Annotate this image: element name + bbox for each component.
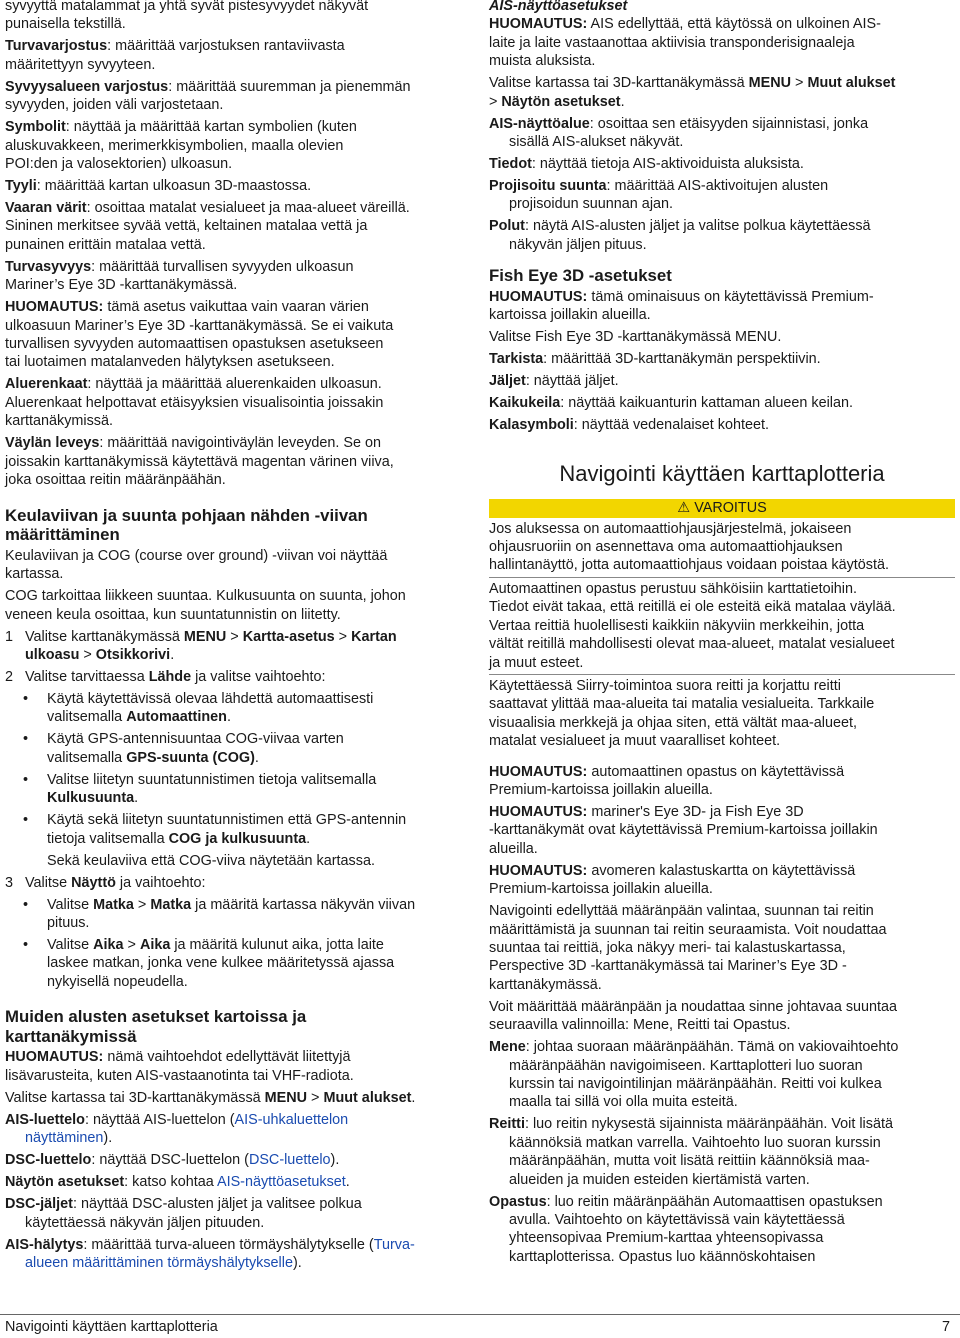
bullet-gps: • Käytä GPS-antennisuuntaa COG-viivaa varten valitsemalla GPS-suunta (COG). (23, 731, 344, 766)
right-column (489, 0, 955, 1266)
intro-text: syvyyttä matalammat ja yhtä syvät pistesyvyydet näkyvät punaisella tekstillä. (5, 0, 369, 33)
bullet-note: Sekä keulaviiva että COG-viiva näytetään kartassa. (47, 852, 375, 869)
warning-banner (489, 499, 955, 518)
note-fish-eye: HUOMAUTUS: tämä ominaisuus on käytettävissä Premium- kartoissa joillakin alueilla. (489, 288, 874, 324)
heading-muiden-alusten: Muiden alusten asetukset kartoissa ja karttanäkymissä (5, 1007, 307, 1046)
valitse-muut-alukset: Valitse kartassa tai 3D-karttanäkymässä MENU > Muut alukset. (5, 1089, 416, 1106)
step-3: 3 Valitse Näyttö ja vaihtoehto: (5, 874, 206, 891)
polut-entry: Polut: näytä AIS-alusten jäljet ja valitse polkua käytettäessä näkyvän jäljen pituus. (489, 218, 871, 253)
jaljet-entry: Jäljet: näyttää jäljet. (489, 373, 619, 390)
heading-fish-eye: Fish Eye 3D -asetukset (489, 266, 672, 286)
tiedot-entry: Tiedot: näyttää tietoja AIS-aktivoiduista aluksista. (489, 156, 804, 173)
warning-divider (489, 577, 955, 578)
ais-halytys-entry: AIS-hälytys: määrittää turva-alueen törmäyshälytykselle (Turva- alueen määrittäminen törmäyshälytykselle). (5, 1236, 415, 1271)
ais-luettelo-entry: AIS-luettelo: näyttää AIS-luettelon (AIS-uhkaluettelon näyttäminen). (5, 1111, 349, 1147)
footer-divider (0, 1314, 960, 1315)
valitse-fish-eye: Valitse Fish Eye 3D -karttanäkymässä MENU. (489, 329, 782, 346)
opastus-entry: Opastus: luo reitin määränpäähän Automaattisen opastuksen avulla. Vaihtoehto on käytettävissä vain käytettäessä yhteensopivaa Premium-karttaa yhteensopivassa karttaplotterissa. Opastus luo käännöskohtaisen (489, 1193, 883, 1265)
kalasymboli-entry: Kalasymboli: näyttää vedenalaiset kohteet. (489, 417, 769, 434)
link-ais-uhkaluettelo[interactable]: AIS-uhkaluettelon näyttäminen (25, 1111, 349, 1147)
projisoitu-entry: Projisoitu suunta: määrittää AIS-aktivoitujen alusten projisoidun suunnan ajan. (489, 178, 829, 213)
mene-entry: Mene: johtaa suoraan määränpäähän. Tämä on vakiovaihtoehto määränpäähän navigoimiseen. Karttaplotteri luo suoran kurssin tai navigointilinjan määränpäähän. Reitti voi kulkea maalla tai sillä voi olla muita esteitä. (489, 1039, 899, 1111)
ais-nayttoalue-entry: AIS-näyttöalue: osoittaa sen etäisyyden sijainnistasi, jonka sisällä AIS-alukset näkyvät. (489, 115, 869, 151)
warning-text: Jos aluksessa on automaattiohjausjärjestelmä, jokaiseen ohjausruoriin on asennettava oma automaattiohjauksen hallintanäyttö, jotta automaattiohjaus voidaan poistaa käytöstä. (489, 520, 890, 574)
reitti-entry: Reitti: luo reitin nykysestä sijainnista määränpäähän. Voit lisätä käännöksiä matkan varrella. Vaihtoehto luo suoran kurssin määränpäähän, mutta voit lisätä reittiin käännöksiä maa- alueiden ja muiden esteiden kiertämistä varten. (489, 1116, 893, 1188)
turvasyvyys-entry: Turvasyvyys: määrittää turvallisen syvyyden ulkoasun Mariner’s Eye 3D -karttanäkymässä. (5, 258, 354, 294)
turvavarjostus-entry: Turvavarjostus: määrittää varjostuksen rantaviivasta määritettyyn syvyyteen. (5, 38, 345, 73)
note-opastus: HUOMAUTUS: automaattinen opastus on käytettävissä Premium-kartoissa joillakin alueilla. (489, 763, 845, 798)
bullet-aika: • Valitse Aika > Aika ja määritä kulunut aika, jotta laite laskee matkan, jonka vene kulkee määritetyssä ajassa nykyisellä nopeudella. (23, 936, 395, 990)
note-lisavarusteet: HUOMAUTUS: nämä vaihtoehdot edellyttävät liitettyjä lisävarusteita, kuten AIS-vastaanotinta tai VHF-radiota. (5, 1049, 354, 1084)
warning-label: VAROITUS (694, 499, 767, 516)
heading-keulaviiva: Keulaviivan ja suunta pohjaan nähden -viivan määrittäminen (5, 505, 368, 545)
heading-navigointi: Navigointi käyttäen karttaplotteria (559, 460, 885, 486)
vaaran-entry: Vaaran värit: osoittaa matalat vesialueet ja maa-alueet väreillä. Sininen merkitsee syvää vettä, keltainen matalaa vettä ja punainen erittäin matalaa vettä. (5, 200, 410, 253)
bullet-automaattinen: • Käytä käytettävissä olevaa lähdettä automaattisesti valitsemalla Automaattinen. (23, 690, 374, 726)
page-number: 7 (941, 1319, 950, 1335)
step-2: 2 Valitse tarvittaessa Lähde ja valitse vaihtoehto: (5, 668, 326, 685)
note-3d: HUOMAUTUS: mariner's Eye 3D- ja Fish Eye 3D -karttanäkymät ovat käytettävissä Premium-kartoissa joillakin alueilla. (489, 803, 878, 857)
note-kalastus: HUOMAUTUS: avomeren kalastuskartta on käytettävissä Premium-kartoissa joillakin alueilla. (489, 862, 856, 898)
cog-explain: COG tarkoittaa liikkeen suuntaa. Kulkusuunta on suunta, johon veneen keula osoittaa, kun suuntatunnistin on liitetty. (5, 588, 406, 623)
automaattinen-text: Automaattinen opastus perustuu sähköisiin karttatietoihin. Tiedot eivät takaa, että reitillä ei ole esteitä eikä matalaa väylää. Vertaa reittiä huolellisesti kaikkiin näkyviin merkkeihin, jotta vältät reitillä mahdollisesti olevat maa-alueet, matalat vesialueet ja muut esteet. (489, 580, 896, 671)
bullet-cog-kulku: • Käytä sekä liitetyn suuntatunnistimen että GPS-antennin tietoja valitsemalla COG ja kulkusuunta. (23, 812, 407, 847)
siirry-text: Käytettäessä Siirry-toimintoa suora reitti ja korjattu reitti saattavat ylittää maa-alueita tai matalia vesialueita. Tarkkaile visuaalisia merkkejä ja ohjaa siten, että vältät maa-alueet, matalat vesialueet ja muut vaaralliset kohteet. (489, 677, 875, 750)
tyyli-entry: Tyyli: määrittää kartan ulkoasun 3D-maastossa. (5, 178, 312, 195)
symbolit-entry: Symbolit: näyttää ja määrittää kartan symbolien (kuten aluskuvakkeen, merimerkkisymbolien, maalla olevien POI:den ja valosektorien) ulkoasun. (5, 119, 357, 173)
heading-ais-nayttoasetukset: AIS-näyttöasetukset (489, 0, 628, 14)
dsc-luettelo-entry: DSC-luettelo: näyttää DSC-luettelon (DSC-luettelo). (5, 1152, 340, 1169)
footer-title: Navigointi käyttäen karttaplotteria (5, 1319, 218, 1335)
link-turva-alue[interactable]: Turva- alueen määrittäminen törmäyshälytykselle (25, 1236, 415, 1271)
voit-maarittaa-text: Voit määrittää määränpään ja noudattaa sinne johtavaa suuntaa seuraavilla valinnoilla: Mene, Reitti tai Opastus. (489, 998, 898, 1034)
navigointi-text: Navigointi edellyttää määränpään valintaa, suunnan tai reitin määrittämistä ja suunnan tai reitin seuraamista. Voit noudattaa suuntaa tai reittiä, joka näkyy meri- tai kalastuskartassa, Perspective 3D -karttanäkymässä tai Mariner’s Eye 3D - karttanäkymässä. (489, 903, 887, 993)
bullet-kulkusuunta: • Valitse liitetyn suuntatunnistimen tietoja valitsemalla Kulkusuunta. (23, 771, 377, 807)
warning-divider-2 (489, 674, 955, 675)
aluerenkaat-entry: Aluerenkaat: näyttää ja määrittää aluerenkaiden ulkoasun. Aluerenkaat helpottavat etäisyyksien visualisointia joissakin karttanäkymissä. (5, 376, 384, 430)
nayton-asetukset-entry: Näytön asetukset: katso kohtaa AIS-näyttöasetukset. (5, 1174, 350, 1191)
link-dsc-luettelo[interactable]: DSC-luettelo (248, 1152, 331, 1169)
left-column (5, 0, 471, 1272)
bullet-matka: • Valitse Matka > Matka ja määritä kartassa näkyvän viivan pituus. (23, 896, 416, 931)
vaylan-entry: Väylän leveys: määrittää navigointiväylän leveyden. Se on joissakin karttanäkymissä käytettävä magentan värinen viiva, joka osoittaa reitin määränpäähän. (5, 435, 394, 489)
keula-intro: Keulaviivan ja COG (course over ground) -viivan voi näyttää kartassa. (5, 547, 388, 583)
step-1: 1 Valitse karttanäkymässä MENU > Kartta-asetus > Kartan ulkoasu > Otsikkorivi. (5, 628, 397, 663)
syvyysalueen-entry: Syvyysalueen varjostus: määrittää suuremman ja pienemmän syvyyden, joiden väli varjostetaan. (5, 78, 411, 114)
warning-icon: ⚠ (677, 499, 691, 516)
note-vaaran: HUOMAUTUS: tämä asetus vaikuttaa vain vaaran värien ulkoasuun Mariner’s Eye 3D -karttanäkymässä. Se ei vaikuta turvallisen syvyyden automaattisen opastuksen asetukseen tai luotaimen matalanveden hälytyksen asetukseen. (5, 299, 394, 371)
link-ais-nayttoasetukset[interactable]: AIS-näyttöasetukset (216, 1174, 346, 1191)
valitse-nayton-asetukset: Valitse kartassa tai 3D-karttanäkymässä MENU > Muut alukset > Näytön asetukset. (489, 75, 896, 110)
tarkista-entry: Tarkista: määrittää 3D-karttanäkymän perspektiivin. (489, 351, 821, 368)
kaikukeila-entry: Kaikukeila: näyttää kaikuanturin kattaman alueen keilan. (489, 395, 853, 412)
note-ais: HUOMAUTUS: AIS edellyttää, että käytössä on ulkoinen AIS- laite ja laite vastaanottaa aktiivisia transponderisignaaleja muista aluksista. (489, 16, 881, 70)
dsc-jaljet-entry: DSC-jäljet: näyttää DSC-alusten jäljet ja valitsee polkua käytettäessä näkyvän jäljen pituuden. (5, 1196, 362, 1231)
